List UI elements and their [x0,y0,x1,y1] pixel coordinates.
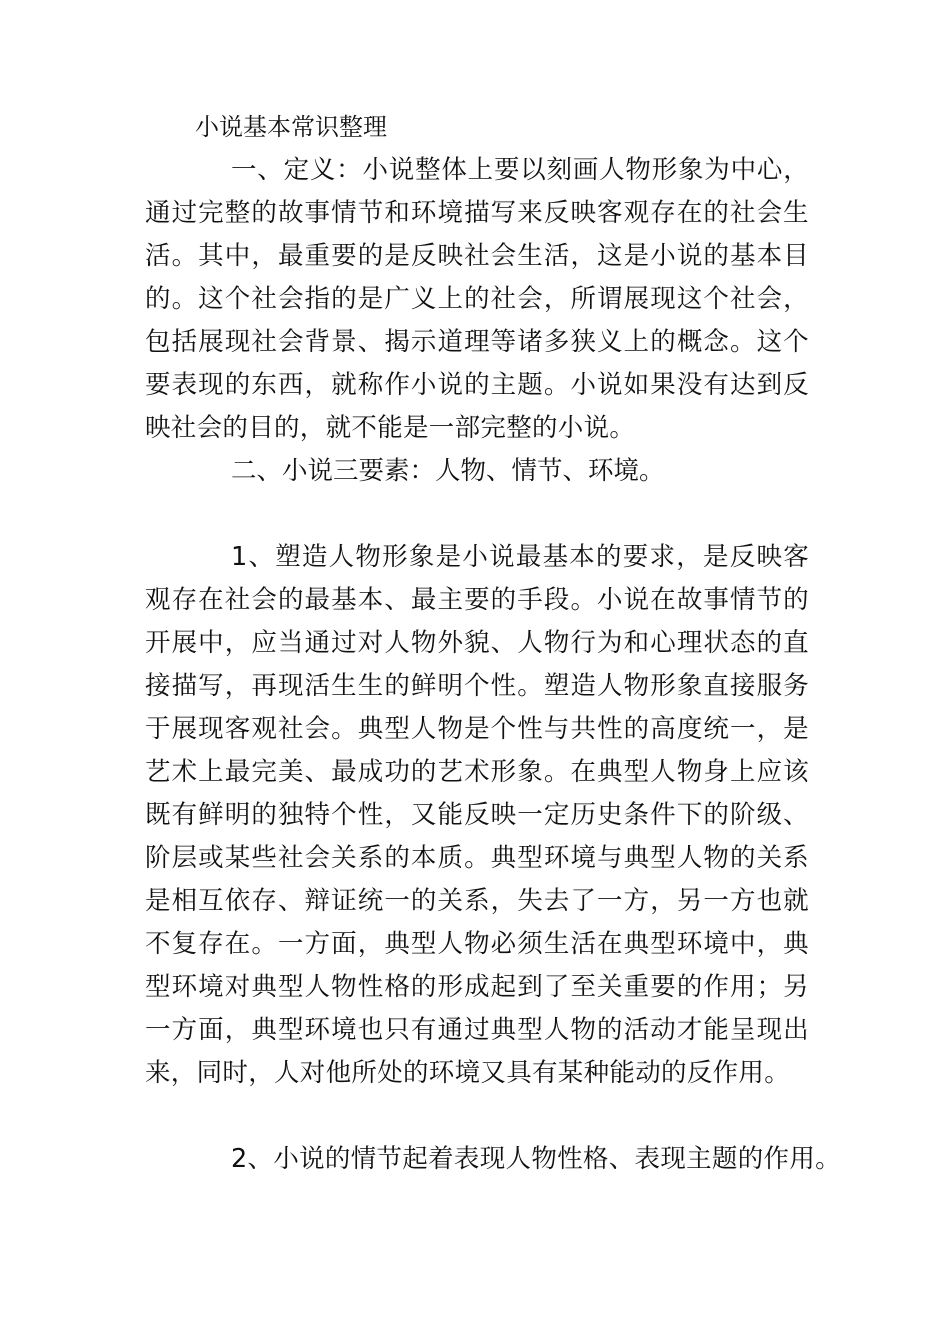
paragraph-spacer [145,493,809,536]
paragraph-definition: 一、定义：小说整体上要以刻画人物形象为中心，通过完整的故事情节和环境描写来反映客观存在的社会生活。其中，最重要的是反映社会生活，这是小说的基本目的。这个社会指的是广义上的社会，所谓展现这个社会，包括展现社会背景、揭示道理等诸多狭义上的概念。这个要表现的东西，就称作小说的主题。小说如果没有达到反映社会的目的，就不能是一部完整的小说。 [145,155,809,443]
heading-three-elements: 二、小说三要素：人物、情节、环境。 [231,456,665,486]
paragraph-plot: 2、小说的情节起着表现人物性格、表现主题的作用。 [231,1144,841,1174]
paragraph-spacer [145,1095,809,1138]
document-body [145,106,841,1181]
paragraph-characters: 1、塑造人物形象是小说最基本的要求，是反映客观存在社会的最基本、最主要的手段。小说在故事情节的开展中，应当通过对人物外貌、人物行为和心理状态的直接描写，再现活生生的鲜明个性。塑造人物形象直接服务于展现客观社会。典型人物是个性与共性的高度统一，是艺术上最完美、最成功的艺术形象。在典型人物身上应该既有鲜明的独特个性，又能反映一定历史条件下的阶级、阶层或某些社会关系的本质。典型环境与典型人物的关系是相互依存、辩证统一的关系，失去了一方，另一方也就不复存在。一方面，典型人物必须生活在典型环境中，典型环境对典型人物性格的形成起到了至关重要的作用；另一方面，典型环境也只有通过典型人物的活动才能呈现出来，同时，人对他所处的环境又具有某种能动的反作用。 [145,542,809,1088]
document-title: 小说基本常识整理 [195,113,387,141]
